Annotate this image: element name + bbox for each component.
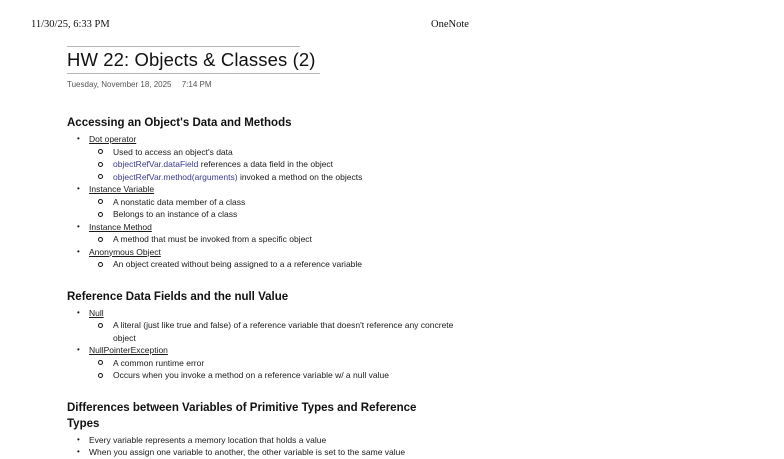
sub-item xyxy=(89,196,463,209)
sub-item-text: Occurs when you invoke a method on a reference variable w/ a null value xyxy=(113,370,389,380)
sub-item-text: A method that must be invoked from a specific object xyxy=(113,234,312,244)
code-text: objectRefVar.method(arguments) xyxy=(113,171,238,182)
page-time: 7:14 PM xyxy=(181,80,212,89)
bullet-list xyxy=(67,307,757,382)
print-app-name: OneNote xyxy=(431,19,469,30)
list-item xyxy=(67,434,757,447)
title-block xyxy=(67,48,757,74)
page-meta xyxy=(67,80,757,89)
term-label: Dot operator xyxy=(89,134,137,144)
term-label: Instance Variable xyxy=(89,184,155,194)
sub-item-text: references a data field in the object xyxy=(198,159,334,169)
sub-item xyxy=(89,158,463,171)
sub-list xyxy=(89,233,757,246)
sub-item xyxy=(89,258,463,271)
term-label: Null xyxy=(89,307,104,318)
sub-item xyxy=(89,146,463,159)
sub-item xyxy=(89,357,463,370)
title-top-rule xyxy=(67,46,300,47)
sub-item-text: An object created without being assigned to a a reference variable xyxy=(113,259,363,269)
list-item xyxy=(67,183,757,221)
sub-item-text: invoked a method on the objects xyxy=(237,171,363,182)
section-accessing-object xyxy=(67,115,757,271)
term-label: Anonymous Object xyxy=(89,246,161,257)
section-primitive-vs-reference xyxy=(67,400,757,459)
sub-item xyxy=(89,319,463,344)
sub-list xyxy=(89,196,757,221)
sub-item xyxy=(89,233,463,246)
list-item xyxy=(67,133,757,183)
sub-list xyxy=(89,146,757,184)
sub-list xyxy=(89,357,757,382)
sub-list xyxy=(89,258,757,271)
note-page xyxy=(67,48,757,459)
sub-item-text: A common runtime error xyxy=(113,357,205,368)
sub-list xyxy=(89,319,757,344)
term-label: NullPointerException xyxy=(89,345,168,355)
sub-item-text: Used to access an object's data xyxy=(113,146,233,157)
sub-item xyxy=(89,171,463,184)
bullet-list xyxy=(67,133,757,271)
list-item xyxy=(67,221,757,246)
sub-item-text: A nonstatic data member of a class xyxy=(113,196,246,207)
list-item-text: Every variable represents a memory location that holds a value xyxy=(89,434,327,445)
list-item-text: When you assign one variable to another, the other variable is set to the same value xyxy=(89,447,406,457)
section-heading: Reference Data Fields and the null Value xyxy=(67,290,289,303)
section-heading: Differences between Variables of Primitive Types and Reference Types xyxy=(67,401,417,430)
list-item xyxy=(67,307,757,345)
page-title[interactable]: HW 22: Objects & Classes (2) xyxy=(67,48,320,74)
section-reference-null xyxy=(67,289,757,382)
print-datetime: 11/30/25, 6:33 PM xyxy=(31,19,110,30)
bullet-list xyxy=(67,434,757,459)
sub-item-text: A literal (just like true and false) of a reference variable that doesn't reference any concrete object xyxy=(113,320,454,343)
page-date: Tuesday, November 18, 2025 xyxy=(67,80,172,89)
sub-item xyxy=(89,369,463,382)
list-item xyxy=(67,446,757,459)
code-text: objectRefVar.dataField xyxy=(113,159,199,169)
list-item xyxy=(67,246,757,271)
sub-item xyxy=(89,208,463,221)
sub-item-text: Belongs to an instance of a class xyxy=(113,209,238,219)
list-item xyxy=(67,344,757,382)
section-heading: Accessing an Object's Data and Methods xyxy=(67,117,292,129)
term-label: Instance Method xyxy=(89,221,152,232)
